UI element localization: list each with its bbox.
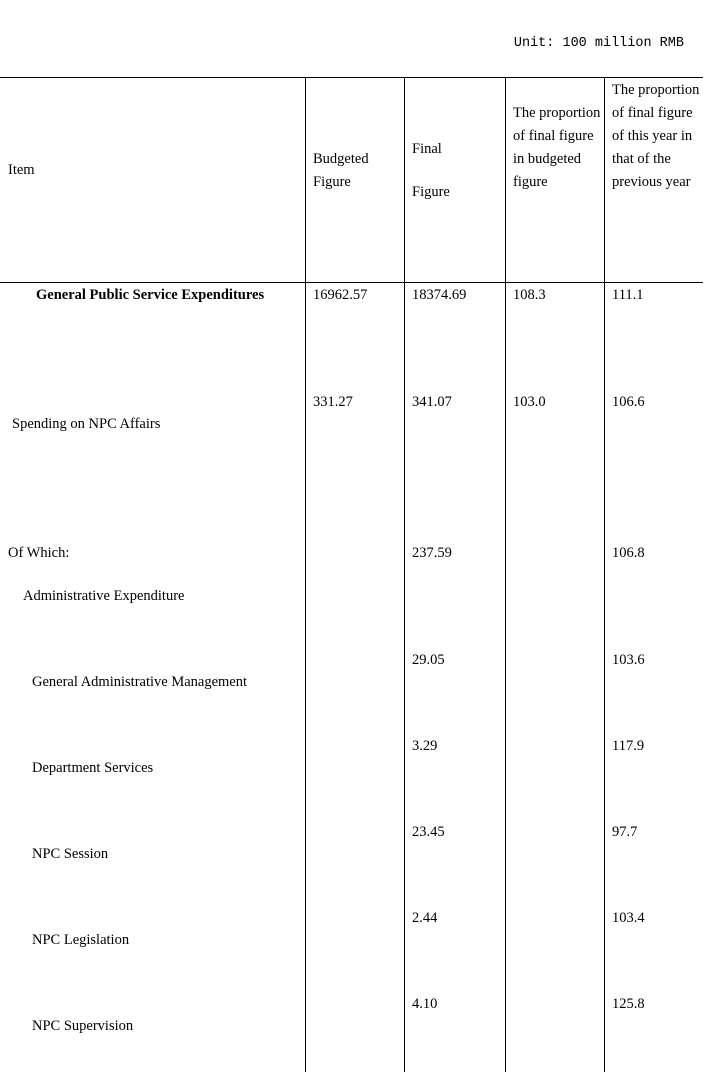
- budgeted-value: 16962.57: [313, 287, 368, 303]
- budgeted-value: 331.27: [313, 394, 353, 410]
- final-value: 2.44: [412, 910, 438, 926]
- final-value: 3.29: [412, 738, 438, 754]
- column-divider: [305, 77, 306, 1072]
- proportion-previous-value: 111.1: [612, 287, 644, 303]
- header-item: Item: [8, 162, 35, 178]
- row-item-label: NPC Session: [32, 846, 109, 862]
- column-divider: [505, 77, 506, 1072]
- proportion-previous-value: 103.4: [612, 910, 645, 926]
- final-value: 29.05: [412, 652, 445, 668]
- header-proportion-previous: The proportion of final figure of this year in that of the previous year: [612, 82, 700, 190]
- proportion-previous-value: 125.8: [612, 996, 645, 1012]
- proportion-previous-value: 106.8: [612, 545, 645, 561]
- column-divider: [404, 77, 405, 1072]
- table-top-rule: [0, 77, 703, 78]
- proportion-budget-value: 108.3: [513, 287, 546, 303]
- proportion-previous-value: 103.6: [612, 652, 645, 668]
- header-final-line1: Final: [412, 141, 442, 157]
- final-value: 341.07: [412, 394, 452, 410]
- row-item-label: General Administrative Management: [32, 674, 248, 690]
- final-value: 18374.69: [412, 287, 467, 303]
- proportion-previous-value: 117.9: [612, 738, 645, 754]
- of-which-label: Of Which:: [8, 545, 70, 561]
- proportion-previous-value: 106.6: [612, 394, 645, 410]
- proportion-previous-value: 97.7: [612, 824, 638, 840]
- proportion-budget-value: 103.0: [513, 394, 546, 410]
- row-item-label: NPC Supervision: [32, 1018, 134, 1034]
- header-bottom-rule: [0, 282, 703, 283]
- row-item-label: Department Services: [32, 760, 154, 776]
- header-budgeted-figure: Budgeted Figure: [313, 151, 369, 190]
- column-divider: [604, 77, 605, 1072]
- header-proportion-budget: The proportion of final figure in budgeted figure: [513, 105, 601, 190]
- final-value: 23.45: [412, 824, 445, 840]
- row-item-label: Spending on NPC Affairs: [12, 416, 161, 432]
- row-item-label: NPC Legislation: [32, 932, 130, 948]
- header-final-line2: Figure: [412, 184, 450, 200]
- unit-label: Unit: 100 million RMB: [513, 36, 684, 51]
- final-value: 4.10: [412, 996, 438, 1012]
- row-item-label: General Public Service Expenditures: [36, 287, 265, 303]
- row-item-label: Administrative Expenditure: [23, 588, 185, 604]
- final-value: 237.59: [412, 545, 452, 561]
